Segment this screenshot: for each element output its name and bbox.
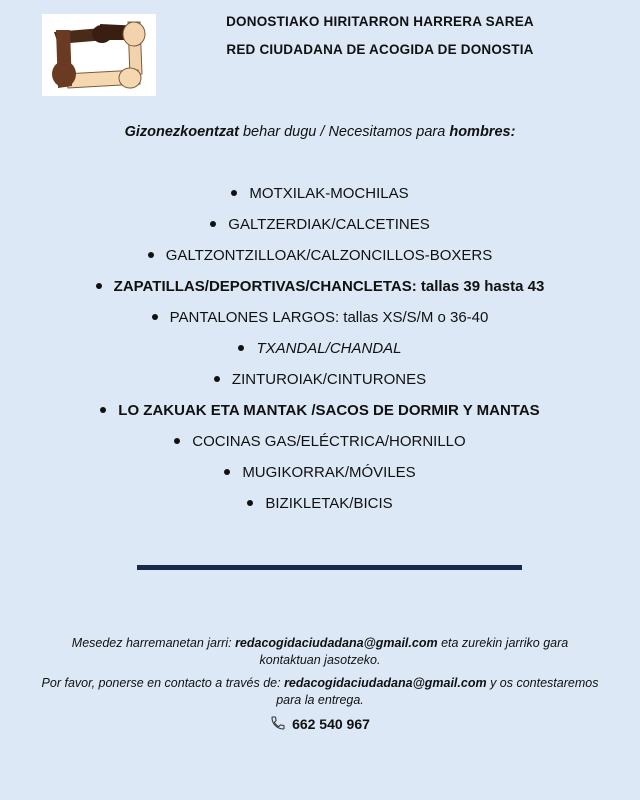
needs-item	[0, 488, 640, 519]
divider	[137, 565, 522, 570]
contact-spanish-text: Por favor, ponerse en contacto a través de:	[41, 676, 285, 690]
bullet-icon	[96, 283, 102, 289]
bullet-icon	[148, 252, 154, 258]
needs-item-text: BIZIKLETAK/BICIS	[265, 495, 393, 512]
needs-item	[0, 209, 640, 240]
bullet-icon	[210, 221, 216, 227]
needs-item-text: MUGIKORRAK/MÓVILES	[242, 464, 416, 481]
phone-number[interactable]: 662 540 967	[292, 716, 370, 732]
needs-item-text: LO ZAKUAK ETA MANTAK /SACOS DE DORMIR Y MANTAS	[118, 402, 540, 419]
bullet-icon	[214, 376, 220, 382]
needs-item	[0, 178, 640, 209]
needs-intro	[0, 124, 640, 140]
needs-item	[0, 457, 640, 488]
needs-item-text: ZAPATILLAS/DEPORTIVAS/CHANCLETAS: tallas 39 hasta 43	[113, 278, 545, 295]
needs-item-text: PANTALONES LARGOS: tallas XS/S/M o 36-40	[169, 309, 489, 326]
needs-item-text: GALTZONTZILLOAK/CALZONCILLOS-BOXERS	[165, 247, 493, 264]
bullet-icon	[238, 345, 244, 351]
needs-list	[0, 178, 640, 519]
org-name-spanish: RED CIUDADANA DE ACOGIDA DE DONOSTIA	[226, 42, 534, 57]
needs-item	[0, 240, 640, 271]
bullet-icon	[152, 314, 158, 320]
contact-spanish-text-end: y os contestaremos para la entrega.	[276, 676, 599, 707]
bullet-icon	[231, 190, 237, 196]
needs-item	[0, 302, 640, 333]
contact-basque	[40, 635, 600, 669]
contact-spanish	[40, 675, 600, 709]
needs-item	[0, 395, 640, 426]
needs-item-text: COCINAS GAS/ELÉCTRICA/HORNILLO	[192, 433, 466, 450]
needs-item-text: ZINTUROIAK/CINTURONES	[231, 371, 427, 388]
contact-basque-text: Mesedez harremanetan jarri:	[71, 636, 236, 650]
needs-item-text: GALTZERDIAK/CALCETINES	[228, 216, 430, 233]
org-header	[200, 14, 560, 70]
needs-item-text: TXANDAL/CHANDAL	[256, 340, 402, 357]
phone-line	[0, 716, 640, 733]
bullet-icon	[100, 407, 106, 413]
needs-item	[0, 426, 640, 457]
contact-basque-email[interactable]: redacogidaciudadana@gmail.com	[235, 636, 438, 650]
org-name-basque: DONOSTIAKO HIRITARRON HARRERA SAREA	[226, 14, 534, 29]
phone-icon	[270, 715, 286, 731]
contact-spanish-email[interactable]: redacogidaciudadana@gmail.com	[284, 676, 487, 690]
intro-spanish-bold: hombres:	[449, 124, 516, 140]
needs-item-text: MOTXILAK-MOCHILAS	[249, 185, 409, 202]
intro-middle: behar dugu / Necesitamos para	[238, 124, 450, 140]
contact-basque-text-end: eta zurekin jarriko gara kontaktuan jasotzeko.	[259, 636, 569, 667]
needs-item	[0, 271, 640, 302]
needs-item	[0, 333, 640, 364]
joined-hands-logo	[42, 14, 156, 96]
bullet-icon	[224, 469, 230, 475]
bullet-icon	[247, 500, 253, 506]
bullet-icon	[174, 438, 180, 444]
needs-item	[0, 364, 640, 395]
intro-basque-bold: Gizonezkoentzat	[124, 124, 239, 140]
